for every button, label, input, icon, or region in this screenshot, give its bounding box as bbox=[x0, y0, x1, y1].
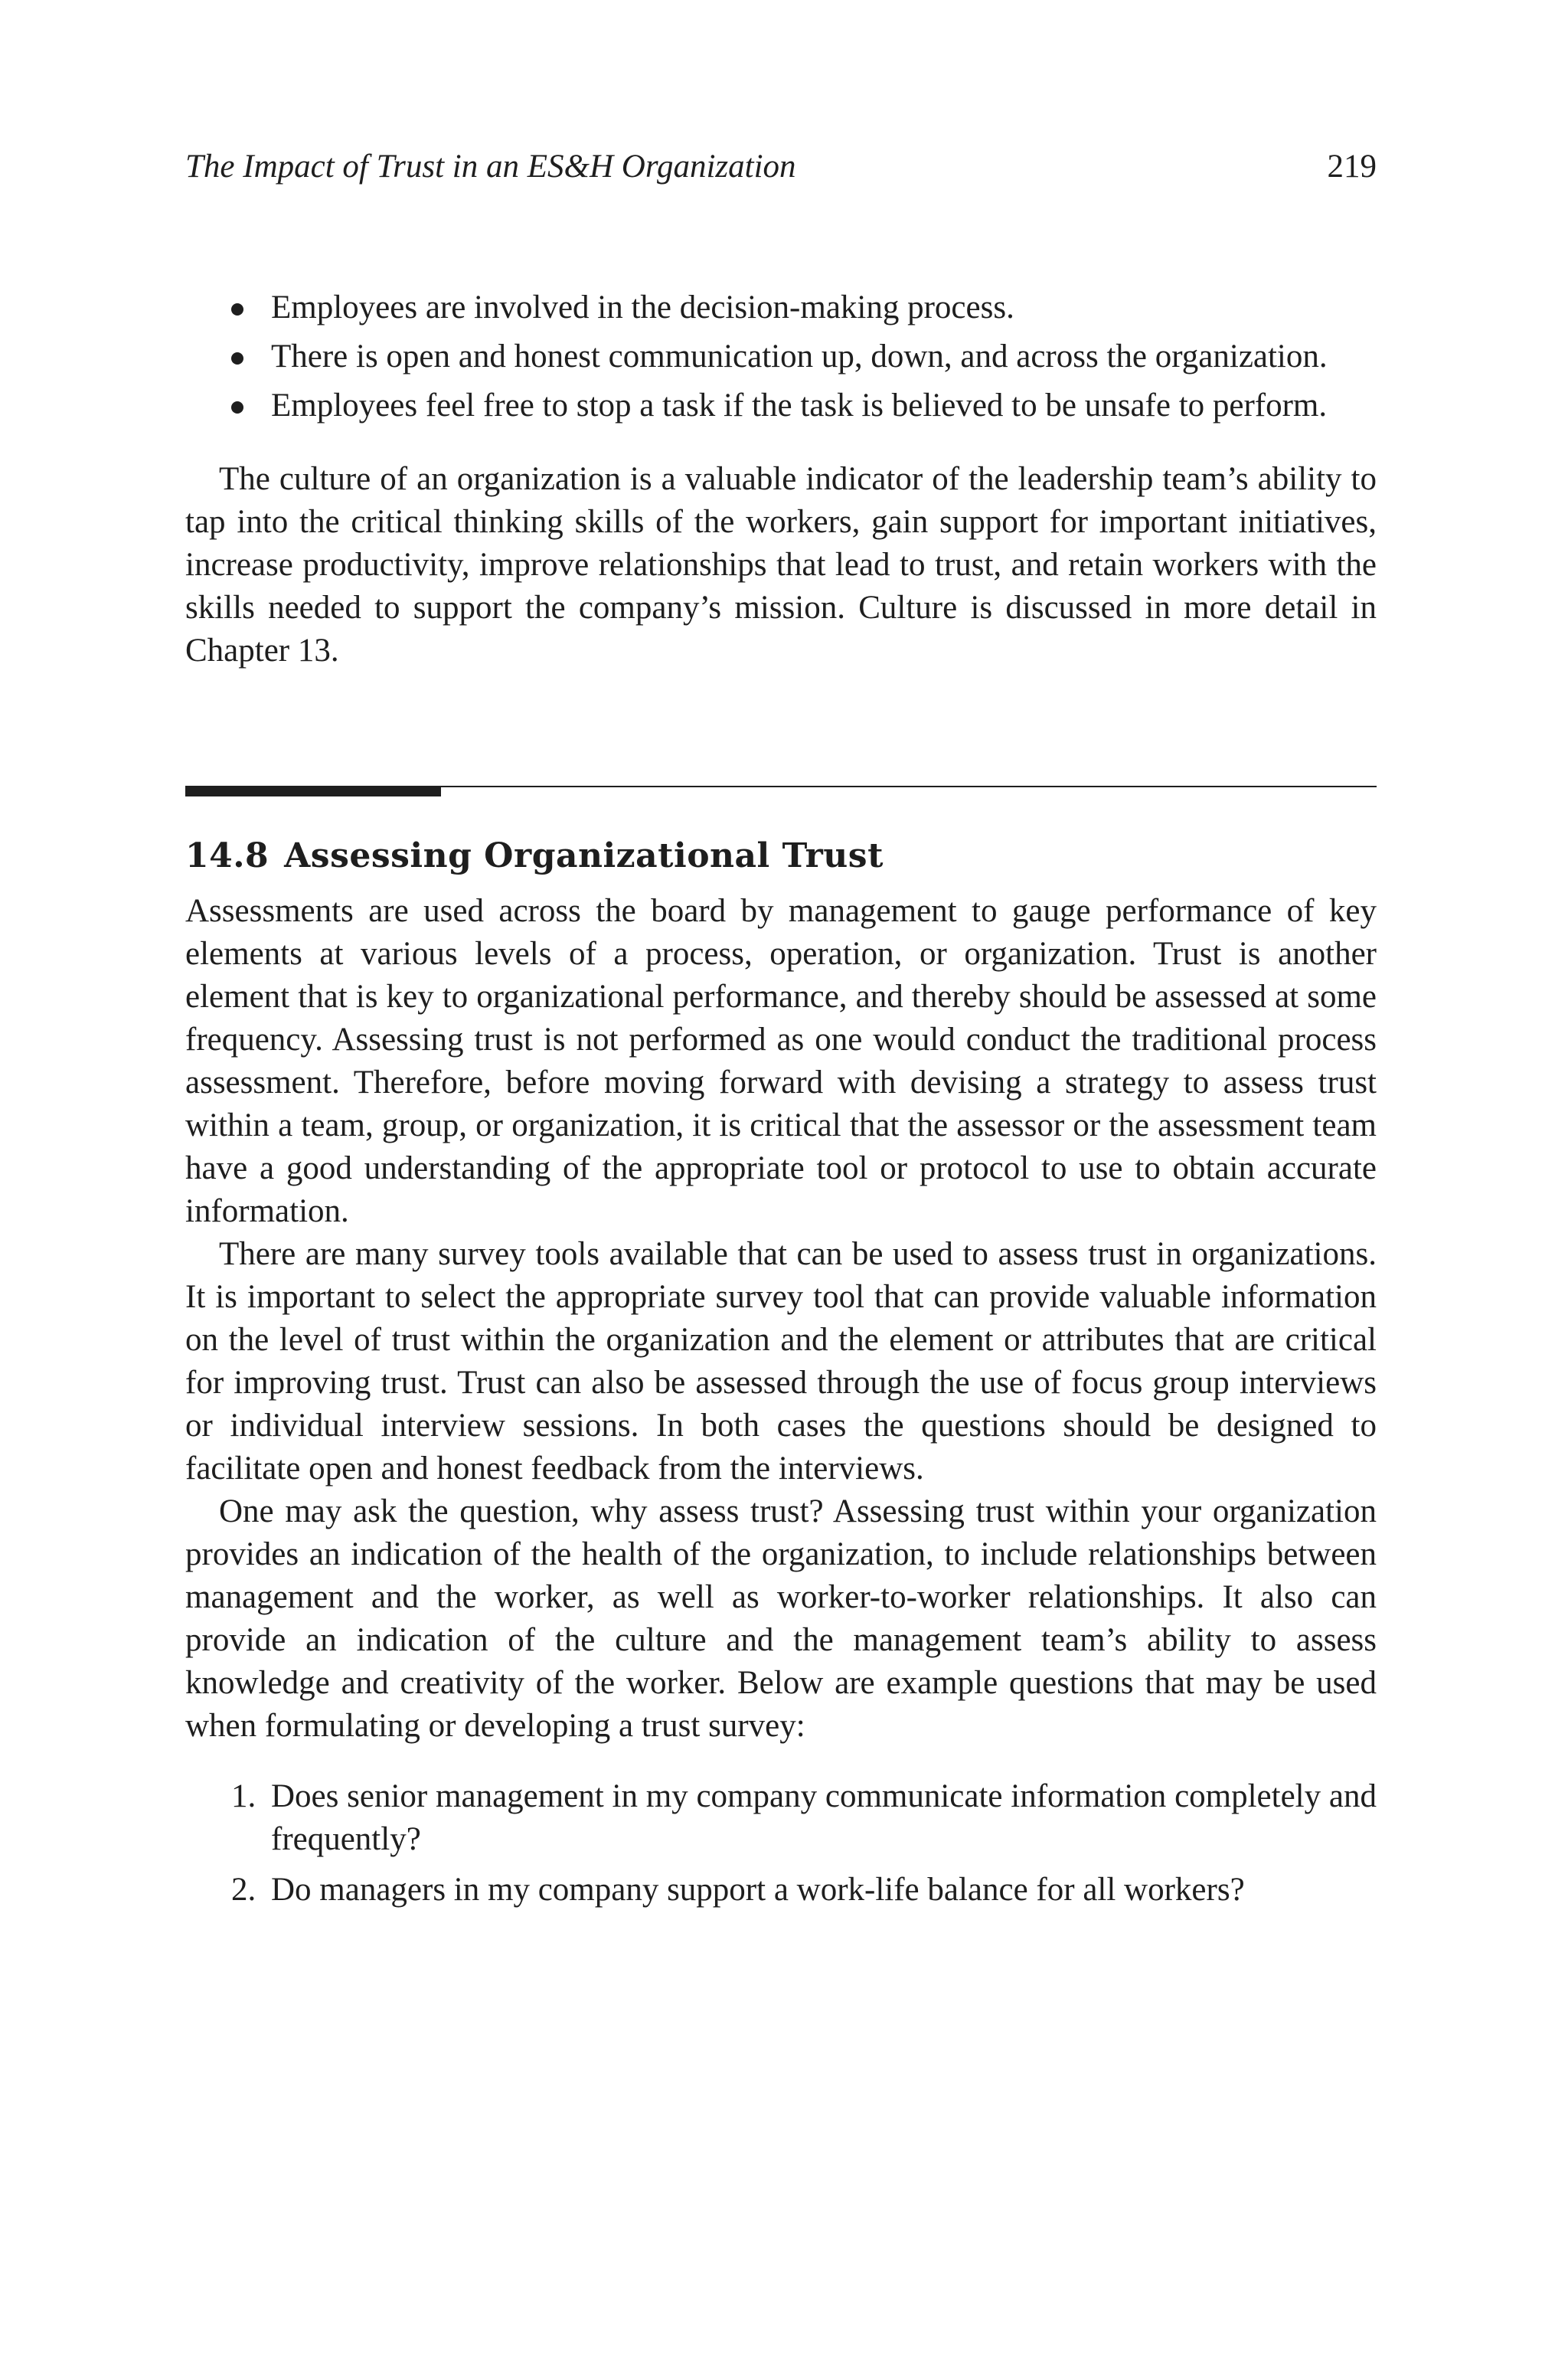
running-title: The Impact of Trust in an ES&H Organization bbox=[185, 149, 796, 185]
bullet-text: Employees are involved in the decision-making process. bbox=[271, 289, 1014, 325]
bullet-item bbox=[271, 335, 1377, 378]
section-heading bbox=[185, 833, 1377, 879]
section-divider bbox=[185, 786, 1377, 796]
question-list bbox=[185, 1775, 1377, 1912]
question-text: Does senior management in my company communicate information completely and frequently? bbox=[271, 1778, 1377, 1857]
intro-paragraph: The culture of an organization is a valuable indicator of the leadership team’s ability to tap into the critical thinking skills of the workers, gain support for important initiatives, increase productivity, improve relationships that lead to trust, and retain workers with the skills needed to support the company’s mission. Culture is discussed in more detail in Chapter 13. bbox=[185, 461, 1377, 669]
question-item bbox=[231, 1775, 1377, 1861]
bullet-item bbox=[271, 286, 1377, 329]
question-text: Do managers in my company support a work-life balance for all workers? bbox=[271, 1872, 1245, 1908]
body-paragraph: There are many survey tools available that can be used to assess trust in organizations. It is important to select the appropriate survey tool that can provide valuable information on the level of trust within the organization and the element or attributes that are critical for improving trust. Trust can also be assessed through the use of focus group interviews or individual interview sessions. In both cases the questions should be designed to facilitate open and honest feedback from the interviews. bbox=[185, 1236, 1377, 1487]
page-number: 219 bbox=[1327, 149, 1377, 185]
section-title: Assessing Organizational Trust bbox=[284, 836, 884, 875]
bullet-item bbox=[271, 384, 1377, 427]
bullet-dot-icon bbox=[231, 352, 243, 365]
body-paragraph: One may ask the question, why assess trust? Assessing trust within your organization provides an indication of the health of the organization, to include relationships between management and the worker, as well as worker-to-worker relationships. It also can provide an indication of the culture and the management team’s ability to assess knowledge and creativity of the worker. Below are example questions that may be used when formulating or developing a trust survey: bbox=[185, 1493, 1377, 1744]
bullet-text: Employees feel free to stop a task if the task is believed to be unsafe to perform. bbox=[271, 388, 1328, 424]
bullet-list bbox=[185, 286, 1377, 427]
bullet-dot-icon bbox=[231, 303, 243, 316]
running-head bbox=[185, 144, 1377, 190]
question-item bbox=[231, 1869, 1377, 1912]
body-paragraph: Assessments are used across the board by management to gauge performance of key elements at various levels of a process, operation, or organization. Trust is another element that is key to organizational performance, and thereby should be assessed at some frequency. Assessing trust is not performed as one would conduct the traditional process assessment. Therefore, before moving forward with devising a strategy to assess trust within a team, group, or organization, it is critical that the assessor or the assessment team have a good understanding of the appropriate tool or protocol to use to obtain accurate information. bbox=[185, 893, 1377, 1229]
page-content bbox=[185, 286, 1377, 1919]
question-number: 1. bbox=[231, 1778, 256, 1814]
section-number: 14.8 bbox=[185, 836, 270, 875]
bullet-text: There is open and honest communication up, down, and across the organization. bbox=[271, 339, 1328, 374]
bullet-dot-icon bbox=[231, 401, 243, 414]
question-number: 2. bbox=[231, 1872, 256, 1908]
divider-thick-bar bbox=[185, 786, 441, 796]
